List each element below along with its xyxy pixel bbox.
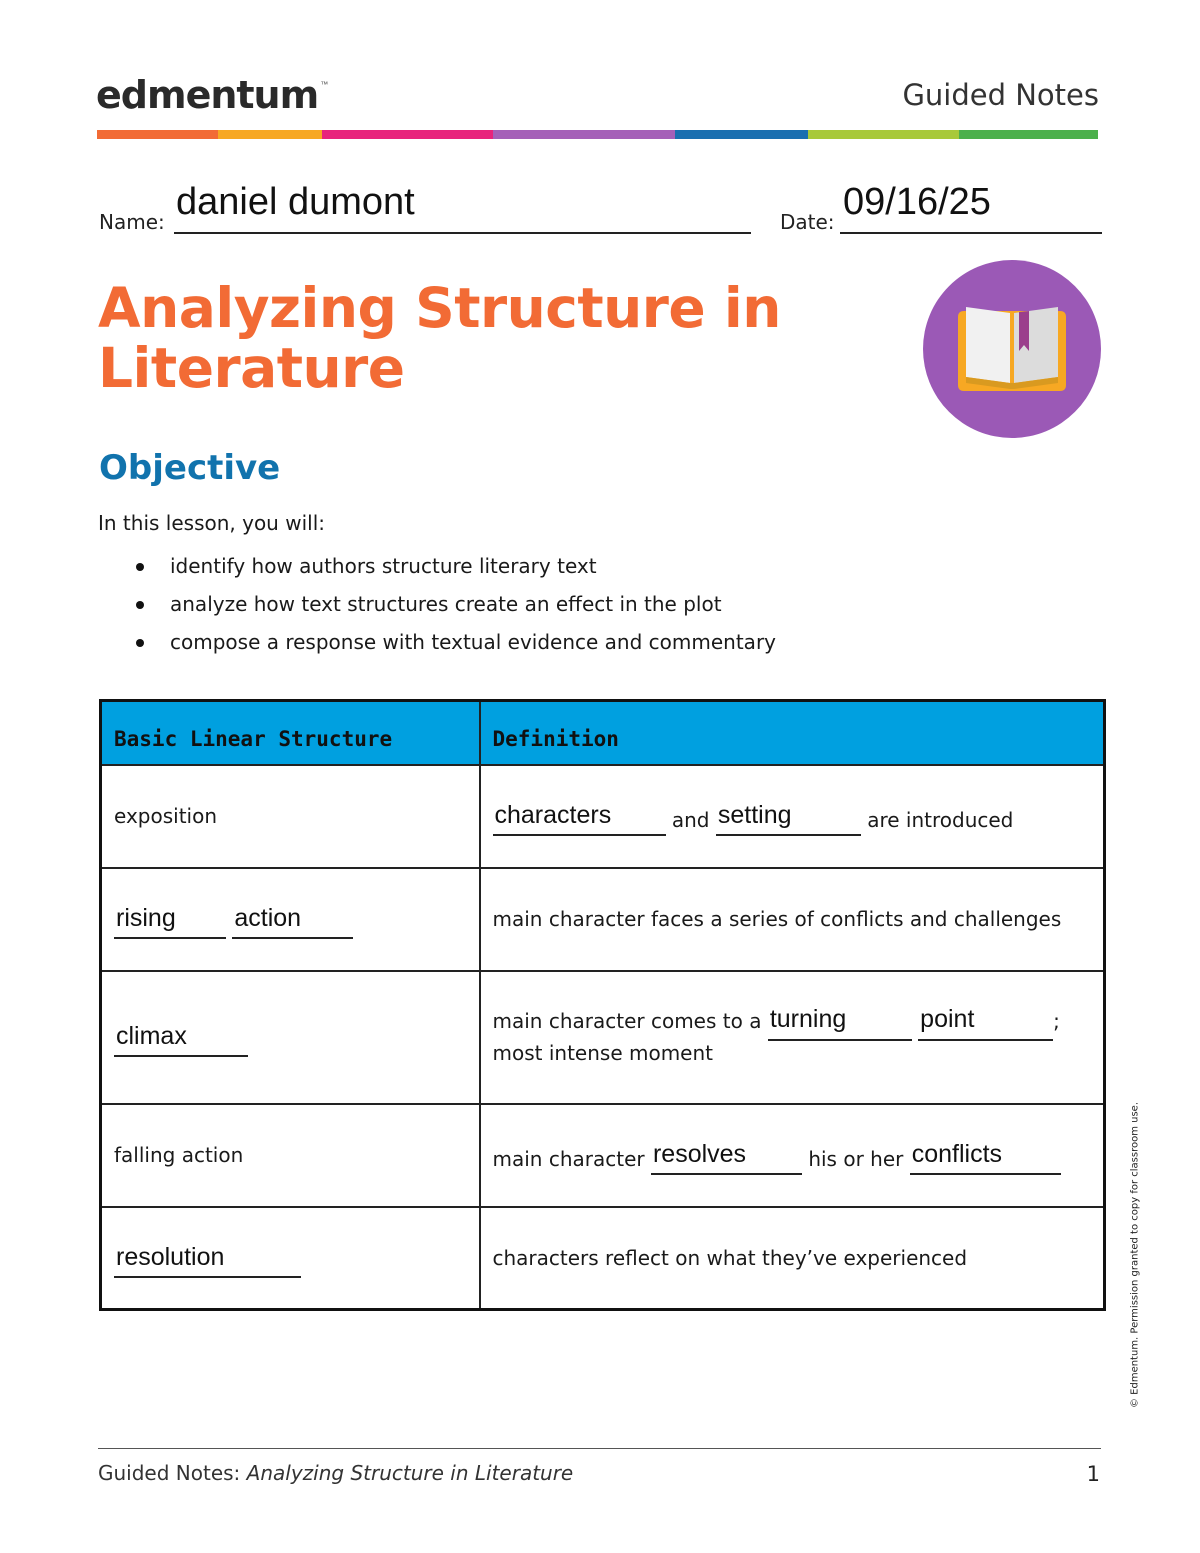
header-label: Guided Notes xyxy=(902,78,1099,112)
copyright-note xyxy=(1128,1072,1142,1438)
answer-text: climax xyxy=(116,1022,187,1050)
definition-cell xyxy=(480,971,1105,1104)
definition-text: are introduced xyxy=(867,808,1014,832)
name-date-row xyxy=(99,182,1102,234)
table-row xyxy=(101,1207,1105,1310)
objective-intro: In this lesson, you will: xyxy=(98,511,325,535)
term-cell xyxy=(101,1207,480,1310)
edmentum-logo xyxy=(96,73,329,117)
definition-text: and xyxy=(671,808,710,832)
answer-blank[interactable] xyxy=(716,800,861,836)
footer-lesson-title: Analyzing Structure in Literature xyxy=(246,1461,574,1485)
definition-text: characters reflect on what they’ve experienced xyxy=(492,1245,968,1270)
color-bar-segment xyxy=(493,130,675,139)
objective-item-text: analyze how text structures create an effect in the plot xyxy=(170,592,722,616)
answer-blank[interactable] xyxy=(232,903,353,939)
list-item xyxy=(132,592,776,630)
color-bar-segment xyxy=(808,130,959,139)
objective-heading: Objective xyxy=(99,448,281,488)
answer-text: setting xyxy=(717,801,792,829)
color-bar-segment xyxy=(675,130,808,139)
definition-text: his or her xyxy=(808,1147,904,1171)
term-cell xyxy=(101,868,480,971)
answer-text: action xyxy=(234,904,302,932)
term-cell xyxy=(101,971,480,1104)
footer-title xyxy=(98,1461,573,1485)
header-definition: Definition xyxy=(480,701,1105,765)
color-bar-segment xyxy=(97,130,218,139)
definition-text: main character faces a series of conflicts and challenges xyxy=(492,907,1062,931)
answer-text: conflicts xyxy=(911,1140,1003,1168)
term-text: exposition xyxy=(114,804,218,828)
list-item xyxy=(132,630,776,668)
definition-text: main character comes to a xyxy=(492,1009,762,1033)
objective-item-text: identify how authors structure literary text xyxy=(170,554,597,578)
color-bar xyxy=(97,130,1098,139)
name-field[interactable] xyxy=(174,181,751,234)
term-cell xyxy=(101,1104,480,1207)
definition-text: main character xyxy=(492,1147,645,1171)
color-bar-segment xyxy=(322,130,493,139)
logo-trademark: ™ xyxy=(320,80,329,89)
footer-prefix: Guided Notes: xyxy=(98,1461,247,1485)
objective-list xyxy=(132,554,776,668)
date-value: 09/16/25 xyxy=(843,181,991,223)
definition-cell xyxy=(480,1104,1105,1207)
bullet-icon xyxy=(136,563,144,571)
answer-text: characters xyxy=(494,801,612,829)
list-item xyxy=(132,554,776,592)
table-row xyxy=(101,1104,1105,1207)
definition-cell xyxy=(480,868,1105,971)
definition-cell xyxy=(480,1207,1105,1310)
name-label: Name: xyxy=(99,210,165,234)
bullet-icon xyxy=(136,601,144,609)
date-label: Date: xyxy=(780,210,835,234)
term-cell xyxy=(101,765,480,868)
name-value: daniel dumont xyxy=(176,181,415,223)
answer-blank[interactable] xyxy=(918,1005,1053,1041)
answer-text: resolution xyxy=(116,1242,225,1271)
term-text: falling action xyxy=(114,1143,244,1167)
color-bar-segment xyxy=(959,130,1098,139)
definition-cell xyxy=(480,765,1105,868)
structure-table xyxy=(99,699,1106,1311)
copyright-text: © Edmentum. Permission granted to copy for classroom use. xyxy=(1129,1101,1141,1409)
answer-blank[interactable] xyxy=(114,1021,248,1057)
answer-text: point xyxy=(920,1005,975,1033)
answer-blank[interactable] xyxy=(114,1242,301,1278)
answer-blank[interactable] xyxy=(910,1139,1061,1175)
answer-blank[interactable] xyxy=(493,800,666,836)
definition-text: ; xyxy=(1053,1009,1060,1033)
answer-text: resolves xyxy=(652,1140,747,1168)
bullet-icon xyxy=(136,639,144,647)
definition-text: most intense moment xyxy=(492,1041,713,1065)
table-row xyxy=(101,765,1105,868)
date-field[interactable] xyxy=(840,181,1102,234)
header-structure: Basic Linear Structure xyxy=(101,701,480,765)
answer-blank[interactable] xyxy=(114,903,226,939)
footer-divider xyxy=(98,1448,1101,1449)
answer-blank[interactable] xyxy=(768,1005,912,1041)
table-row xyxy=(101,868,1105,971)
answer-text: rising xyxy=(116,904,176,932)
page-number: 1 xyxy=(1086,1462,1100,1486)
page-title: Analyzing Structure in Literature xyxy=(98,276,781,400)
color-bar-segment xyxy=(218,130,322,139)
definition-line xyxy=(493,1037,1092,1069)
table-header-row xyxy=(101,701,1105,765)
open-book-icon xyxy=(922,259,1102,439)
definition-line xyxy=(493,1005,1092,1037)
logo-text: edmentum xyxy=(96,73,319,117)
answer-text: turning xyxy=(769,1005,847,1033)
table-row xyxy=(101,971,1105,1104)
answer-blank[interactable] xyxy=(651,1139,802,1175)
objective-item-text: compose a response with textual evidence and commentary xyxy=(170,630,776,654)
